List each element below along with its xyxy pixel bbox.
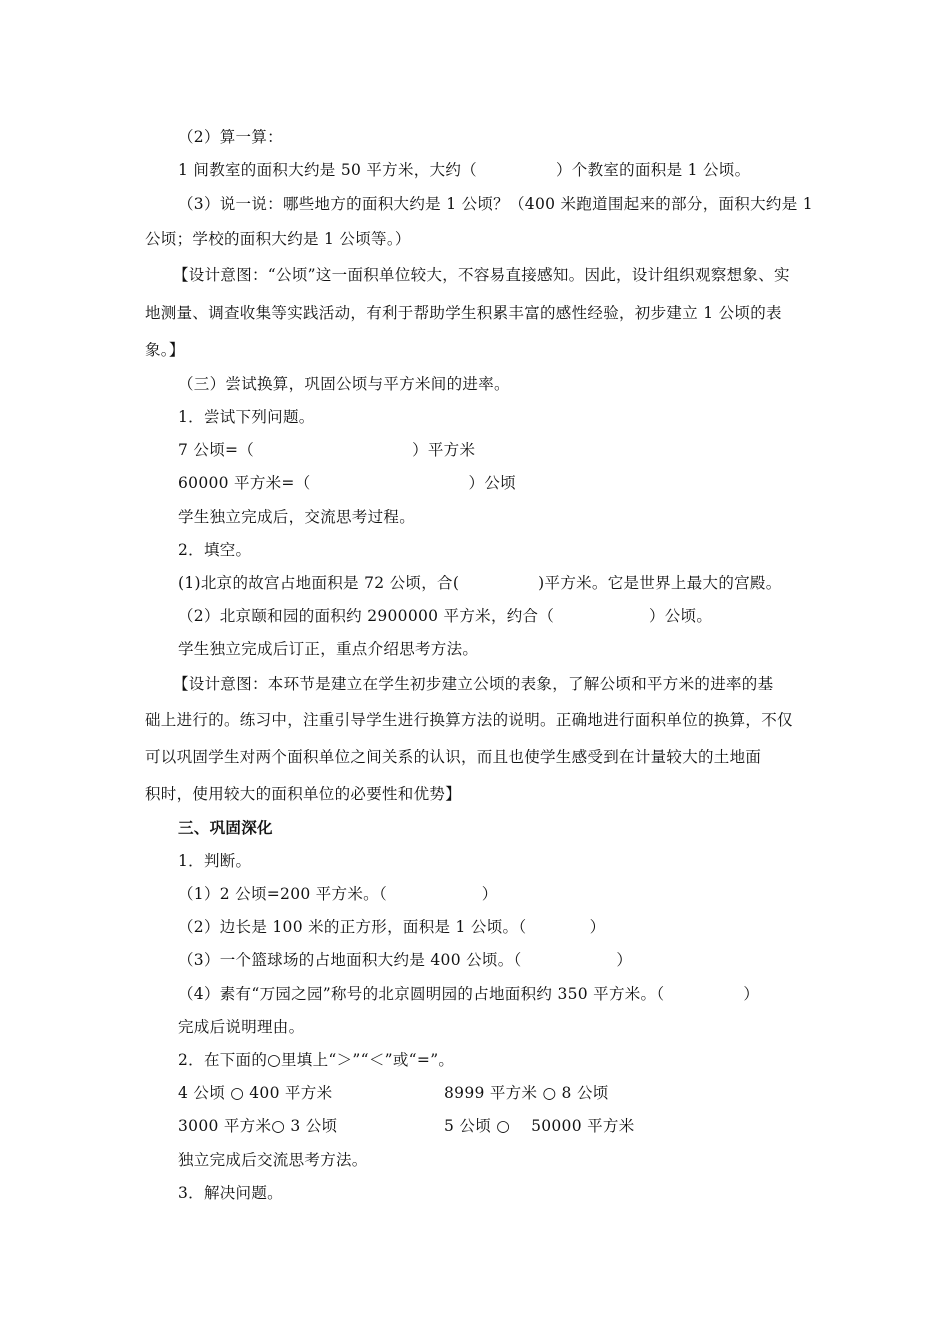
text-line: （2）边长是 100 米的正方形，面积是 1 公顷。（ ） bbox=[178, 918, 606, 936]
text-line: 础上进行的。练习中，注重引导学生进行换算方法的说明。正确地进行面积单位的换算，不仅 bbox=[145, 711, 793, 729]
text-line: 【设计意图：“公顷”这一面积单位较大，不容易直接感知。因此，设计组织观察想象、实 bbox=[173, 266, 790, 284]
section-heading: 三、巩固深化 bbox=[178, 818, 273, 837]
text-line: 60000 平方米=（ ）公顷 bbox=[178, 474, 516, 492]
text-line: 3000 平方米○ 3 公顷 bbox=[178, 1117, 338, 1135]
text-line: 【设计意图：本环节是建立在学生初步建立公顷的表象，了解公顷和平方米的进率的基 bbox=[173, 675, 774, 693]
text-line: （三）尝试换算，巩固公顷与平方米间的进率。 bbox=[178, 375, 510, 393]
text-line: 5 公顷 ○ 50000 平方米 bbox=[444, 1117, 635, 1135]
text-line: （2）北京颐和园的面积约 2900000 平方米，约合（ ）公顷。 bbox=[178, 607, 713, 625]
text-line: 8999 平方米 ○ 8 公顷 bbox=[444, 1084, 609, 1102]
text-line: 7 公顷=（ ）平方米 bbox=[178, 441, 476, 459]
text-line: 4 公顷 ○ 400 平方米 bbox=[178, 1084, 333, 1102]
text-line: 独立完成后交流思考方法。 bbox=[178, 1151, 368, 1169]
text-line: 3．解决问题。 bbox=[178, 1184, 283, 1202]
text-line: 公顷；学校的面积大约是 1 公顷等。） bbox=[145, 230, 411, 248]
text-line: 积时，使用较大的面积单位的必要性和优势】 bbox=[145, 785, 462, 803]
text-line: （2）算一算： bbox=[178, 128, 283, 146]
text-line: 地测量、调查收集等实践活动，有利于帮助学生积累丰富的感性经验，初步建立 1 公顷的表 bbox=[145, 304, 782, 322]
text-line: 学生独立完成后，交流思考过程。 bbox=[178, 508, 416, 526]
text-line: 1 间教室的面积大约是 50 平方米，大约（ ）个教室的面积是 1 公顷。 bbox=[178, 161, 751, 179]
text-line: （4）素有“万园之园”称号的北京圆明园的占地面积约 350 平方米。（ ） bbox=[178, 985, 760, 1003]
text-line: 完成后说明理由。 bbox=[178, 1018, 305, 1036]
text-line: 1．判断。 bbox=[178, 852, 252, 870]
text-line: 学生独立完成后订正，重点介绍思考方法。 bbox=[178, 640, 479, 658]
text-line: （3）说一说：哪些地方的面积大约是 1 公顷？（400 米跑道围起来的部分，面积大约是 1 bbox=[178, 195, 813, 213]
text-line: 可以巩固学生对两个面积单位之间关系的认识，而且也使学生感受到在计量较大的土地面 bbox=[145, 748, 762, 766]
text-line: 1．尝试下列问题。 bbox=[178, 408, 315, 426]
text-line: 2．填空。 bbox=[178, 541, 252, 559]
text-line: (1)北京的故宫占地面积是 72 公顷，合( )平方米。它是世界上最大的宫殿。 bbox=[178, 574, 782, 592]
text-line: 象。】 bbox=[145, 341, 185, 359]
text-line: （1）2 公顷=200 平方米。（ ） bbox=[178, 885, 498, 903]
text-line: （3）一个篮球场的占地面积大约是 400 公顷。（ ） bbox=[178, 951, 633, 969]
text-line: 2．在下面的○里填上“＞”“＜”或“=”。 bbox=[178, 1051, 455, 1069]
